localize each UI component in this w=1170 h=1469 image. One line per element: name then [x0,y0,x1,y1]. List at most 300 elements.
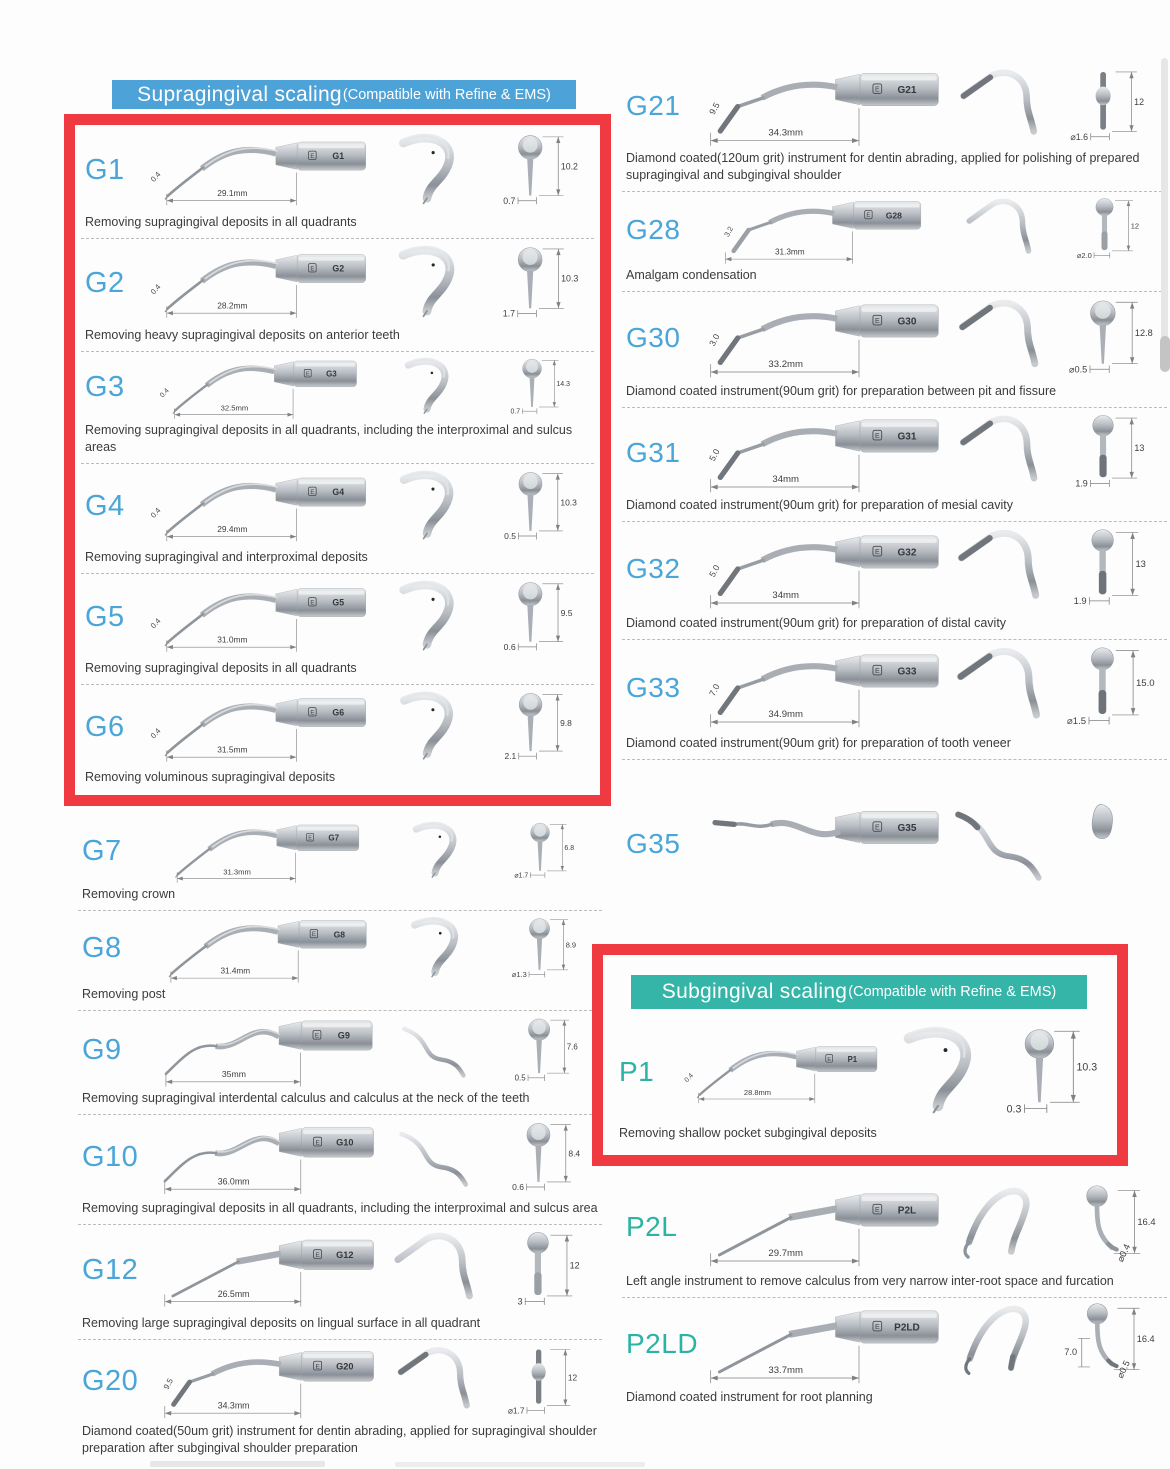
tip-main-illustration [688,1300,941,1387]
tip-front-view [1059,194,1165,265]
handle-logo: E [310,709,315,717]
product-row-g2 [81,239,594,352]
tip-width-dim: 9.5 [161,1376,175,1391]
front-height-dim: 6.8 [564,845,575,853]
tip-side-illustration [941,194,1059,265]
section-title: Subgingival scaling [661,980,848,1003]
length-dim: 29.7mm [768,1247,804,1259]
description: Removing supragingival deposits in all quadrants, including the interproximal and sulcus areas [85,423,573,455]
subgingival-product-list [622,1180,1167,1413]
tip-width-dim: 0.4 [683,1072,696,1085]
handle-stamp: G8 [333,929,346,940]
tip-front-view [494,1227,600,1313]
tip-front-view-illustration [1059,642,1165,733]
description: Diamond coated instrument(90um grit) for preparation of tooth veneer [626,736,1011,751]
cutoff-next-row-preview [150,1461,325,1467]
tip-width-dim: 9.5 [707,100,722,117]
handle-logo: E [308,835,312,842]
tip-photo-side [376,913,494,984]
tip-width-dim: 0.4 [148,169,163,184]
handle-logo: E [874,433,880,441]
handle-stamp: P1 [847,1054,858,1064]
highlight-box-g1-g6 [64,114,611,806]
tip-photo-main [688,642,941,733]
model-label: G8 [82,932,122,965]
handle-logo: E [310,265,315,273]
model-label: G32 [626,552,681,584]
product-row-g12 [78,1225,602,1340]
model-label: G1 [85,154,125,187]
tip-main-illustration [688,64,941,148]
front-width-dim: ⌀1.3 [511,970,527,980]
tip-photo-main [681,1021,879,1123]
front-height-dim: 16.4 [1136,1334,1155,1345]
handle-stamp: G35 [897,822,917,834]
description: Removing heavy supragingival deposits on anterior teeth [85,328,400,343]
handle-logo: E [315,1251,320,1259]
tip-main-illustration [144,1342,376,1421]
length-dim: 33.2mm [768,358,804,370]
tip-front-view [1059,1182,1165,1271]
model-label: G9 [82,1034,122,1067]
handle-stamp: G4 [332,487,345,498]
model-label: G2 [85,266,125,299]
product-row-g10 [78,1115,602,1225]
tip-front-view [486,129,592,212]
handle-logo: E [305,371,310,378]
tip-front-view-illustration [486,466,592,547]
handle-logo: E [315,1363,320,1371]
product-row-g4 [81,464,594,574]
supragingival-section-header [112,80,576,109]
length-dim: 31.0mm [217,634,248,645]
tip-front-view-illustration [997,1021,1103,1123]
description: Diamond coated instrument(90um grit) for preparation between pit and fissure [626,384,1057,399]
scrollbar-thumb[interactable] [1160,336,1170,372]
handle-logo: E [827,1056,831,1063]
tip-main-illustration [144,1013,376,1088]
handle-logo: E [311,932,316,939]
tip-side-illustration [368,354,486,420]
length-dim: 31.5mm [217,744,248,755]
length-dim: 31.4mm [220,966,251,976]
length-dim: 36.0mm [217,1176,250,1187]
highlight-box-subgingival [592,944,1128,1166]
left-column [78,80,602,1464]
supragingival-product-list-right [622,62,1167,930]
product-row-g32 [622,522,1167,640]
model-label: P2LD [626,1327,699,1359]
model-label: G5 [85,600,125,633]
tip-front-view-illustration [494,913,600,984]
tip-side-illustration [376,1013,494,1088]
length-dim: 35mm [221,1069,246,1080]
product-row-g6 [81,685,594,793]
handle-logo: E [874,824,880,832]
model-label: G21 [626,90,681,122]
tip-main-illustration [681,1021,879,1123]
front-height-dim: 12.8 [1134,328,1153,339]
tip-side-illustration [941,1300,1059,1387]
front-width-dim: ⌀1.6 [1070,131,1089,142]
handle-logo: E [310,488,315,496]
tip-front-view-illustration [486,687,592,767]
tip-side-illustration [376,913,494,984]
product-row-g33 [622,640,1167,760]
tip-front-view-illustration [1059,524,1165,613]
front-width-dim: ⌀0.4 [1115,1242,1133,1264]
length-dim: 33.7mm [768,1364,804,1376]
product-row-g20 [78,1340,602,1464]
tip-photo-main [144,913,376,984]
tip-front-view [486,354,592,420]
tip-front-view [1059,410,1165,495]
tip-front-view [486,241,592,325]
front-width-dim: 2.1 [504,751,517,762]
front-extra-dim: 7.0 [1064,1347,1078,1358]
front-height-dim: 7.6 [566,1042,578,1052]
tip-photo-side [941,762,1059,926]
tip-front-view [494,1342,600,1421]
handle-stamp: G9 [337,1030,350,1041]
tip-front-view-illustration [494,1117,600,1198]
product-row-p2ld [622,1298,1167,1413]
front-height-dim: 10.3 [560,497,577,508]
description: Removing supragingival and interproximal deposits [85,550,368,565]
handle-logo: E [874,668,880,676]
product-row-g30 [622,292,1167,408]
tip-width-dim: 3.2 [722,224,736,239]
handle-stamp: G5 [332,597,345,608]
tip-main-illustration [688,1182,941,1271]
front-width-dim: 0.3 [1006,1103,1022,1116]
handle-logo: E [315,1139,320,1147]
tip-main-illustration [147,354,368,420]
handle-stamp: G2 [332,263,345,274]
front-width-dim: 3 [517,1296,523,1307]
tip-photo-main [147,687,368,767]
tip-side-illustration [941,642,1059,733]
product-row-g9 [78,1011,602,1115]
tip-front-view-illustration [494,1342,600,1421]
tip-front-view [1059,64,1165,148]
product-row-g21 [622,62,1167,192]
product-row-p1 [615,1019,1105,1149]
tip-main-illustration [688,642,941,733]
handle-logo: E [874,86,880,94]
front-width-dim: ⌀0.5 [1068,364,1088,375]
model-label: G20 [82,1365,139,1398]
tip-side-illustration [368,241,486,325]
tip-side-illustration [941,410,1059,495]
handle-logo: E [874,549,880,557]
tip-photo-main [144,1013,376,1088]
description: Removing supragingival deposits in all quadrants [85,215,357,230]
description: Removing supragingival deposits in all quadrants, including the interproximal and sulcus area [82,1201,598,1216]
tip-side-illustration [368,576,486,658]
tip-width-dim: 0.4 [148,505,163,520]
tip-side-illustration [376,818,494,884]
description: Removing shallow pocket subgingival deposits [619,1126,877,1141]
length-dim: 31.3mm [774,247,805,257]
tip-front-view-illustration [1059,194,1165,265]
tip-width-dim: 0.4 [148,726,163,741]
subgingival-first-item [615,1019,1105,1149]
length-dim: 31.3mm [223,867,251,877]
tip-front-view [494,818,600,884]
tip-photo-side [368,354,486,420]
front-height-dim: 10.3 [561,273,579,284]
tip-main-illustration [147,241,368,325]
description: Removing supragingival interdental calculus and calculus at the neck of the teeth [82,1091,530,1106]
tip-photo-side [376,1227,494,1313]
length-dim: 34mm [772,473,800,485]
handle-stamp: G10 [336,1137,354,1148]
tip-photo-main [688,762,941,926]
tip-front-view [1059,294,1165,381]
tip-photo-main [147,576,368,658]
scrollbar-track [1161,58,1168,368]
tip-width-dim: 7.0 [707,682,722,698]
tip-photo-main [144,1227,376,1313]
handle-stamp: G33 [897,666,917,678]
front-height-dim: 16.4 [1137,1217,1156,1228]
tip-photo-main [144,818,376,884]
front-width-dim: ⌀1.5 [1067,716,1087,728]
handle-stamp: G7 [328,833,340,843]
handle-logo: E [866,213,871,220]
tip-photo-side [941,642,1059,733]
tip-photo-main [147,466,368,547]
front-width-dim: ⌀1.7 [514,872,529,880]
product-row-g31 [622,408,1167,522]
tip-side-illustration [941,524,1059,613]
tip-front-view [494,1013,600,1088]
tip-width-dim: 5.0 [707,563,722,579]
handle-stamp: G31 [897,431,917,443]
description: Diamond coated(50um grit) instrument for dentin abrading, applied for supragingival shoulder preparation after subgingival shoulder preparation [82,1424,597,1456]
tip-width-dim: 0.4 [148,616,163,631]
front-height-dim: 8.4 [568,1148,581,1159]
length-dim: 34.9mm [768,708,804,720]
tip-side-illustration [368,687,486,767]
description: Diamond coated instrument for root planning [626,1390,873,1405]
tip-main-illustration [144,913,376,984]
tip-front-view-illustration [494,818,600,884]
front-width-dim: 0.6 [503,641,516,652]
front-width-dim: 0.5 [504,531,516,542]
tip-photo-side [368,687,486,767]
length-dim: 34.3mm [768,127,804,139]
front-height-dim: 13 [1134,443,1145,454]
model-label: G33 [626,671,681,703]
model-label: G4 [85,490,125,523]
tip-photo-side [376,818,494,884]
tip-main-illustration [144,818,376,884]
tip-photo-side [368,129,486,212]
tip-front-view [486,687,592,767]
tip-photo-main [147,241,368,325]
tip-side-illustration [941,762,1059,926]
product-row-p2l [622,1180,1167,1298]
section-title: Supragingival scaling [137,82,342,106]
model-label: P2L [626,1210,678,1242]
tip-photo-side [376,1013,494,1088]
tip-photo-side [879,1021,997,1123]
tip-photo-side [941,1300,1059,1387]
tip-side-illustration [941,294,1059,381]
front-width-dim: 0.7 [503,195,516,206]
tip-main-illustration [147,687,368,767]
cutoff-next-row-preview [395,1462,645,1467]
model-label: G35 [626,828,681,859]
tip-side-illustration [941,1182,1059,1271]
tip-photo-main [147,129,368,212]
tip-side-illustration [376,1117,494,1198]
product-row-g35 [622,760,1167,930]
handle-logo: E [310,152,315,160]
tip-photo-main [688,1300,941,1387]
handle-stamp: G30 [897,316,917,328]
tip-photo-side [941,524,1059,613]
model-label: P1 [619,1056,655,1088]
tip-front-view-illustration [1059,410,1165,495]
length-dim: 32.5mm [220,403,249,413]
front-height-dim: 15.0 [1135,678,1155,690]
handle-logo: E [314,1032,320,1040]
handle-logo: E [874,318,880,326]
front-width-dim: ⌀1.7 [507,1405,525,1416]
tip-photo-side [376,1117,494,1198]
tip-main-illustration [688,762,941,926]
front-width-dim: 0.7 [510,408,521,416]
tip-main-illustration [144,1117,376,1198]
tip-main-illustration [147,129,368,212]
tip-main-illustration [688,524,941,613]
handle-stamp: G12 [336,1250,354,1261]
tip-front-view [494,1117,600,1198]
handle-stamp: G32 [897,547,917,559]
handle-stamp: G6 [332,707,345,718]
product-row-g1 [81,127,594,239]
tip-photo-side [368,241,486,325]
description: Removing post [82,987,166,1002]
description: Amalgam condensation [626,268,757,283]
description: Diamond coated(120um grit) instrument for dentin abrading, applied for polishing of prepared supragingival and subgingival shoulder [626,151,1140,183]
description: Removing crown [82,887,176,902]
tip-front-view-illustration [486,129,592,212]
tip-front-view-illustration [1059,762,1165,926]
front-width-dim: 0.5 [514,1073,526,1083]
tip-photo-side [941,410,1059,495]
front-height-dim: 12 [1134,96,1145,107]
model-label: G7 [82,834,122,867]
front-width-dim: ⌀0.5 [1114,1358,1132,1380]
front-height-dim: 9.5 [560,607,573,618]
description: Removing large supragingival deposits on lingual surface in all quadrant [82,1316,481,1331]
product-row-g28 [622,192,1167,292]
handle-stamp: P2L [897,1205,917,1217]
section-subtitle: (Compatible with Refine & EMS) [342,86,551,103]
tip-photo-main [144,1117,376,1198]
front-width-dim: ⌀2.0 [1076,251,1092,261]
front-width-dim: 0.6 [512,1182,524,1193]
section-subtitle: (Compatible with Refine & EMS) [848,984,1057,1000]
description: Diamond coated instrument(90um grit) for preparation of distal cavity [626,616,1007,631]
tip-photo-main [688,524,941,613]
description: Removing voluminous supragingival deposits [85,770,336,785]
tip-side-illustration [879,1021,997,1123]
tip-photo-side [941,1182,1059,1271]
tip-photo-side [368,576,486,658]
tip-front-view [1059,1300,1165,1387]
front-height-dim: 10.3 [1076,1061,1098,1074]
model-label: G31 [626,436,681,468]
handle-logo: E [874,1324,880,1332]
product-row-g8 [78,911,602,1011]
tip-photo-main [688,1182,941,1271]
length-dim: 29.4mm [217,524,248,535]
tip-photo-main [147,354,368,420]
tip-side-illustration [941,64,1059,148]
tip-side-illustration [376,1227,494,1313]
tip-main-illustration [688,410,941,495]
tip-front-view [486,576,592,658]
front-height-dim: 12 [567,1372,578,1383]
front-height-dim: 9.8 [560,717,572,728]
front-height-dim: 8.9 [565,940,577,950]
tip-main-illustration [147,466,368,547]
length-dim: 26.5mm [217,1288,250,1299]
tip-photo-main [688,410,941,495]
tip-front-view [1059,642,1165,733]
tip-front-view-illustration [1059,1300,1165,1387]
tip-width-dim: 0.4 [159,387,171,400]
front-height-dim: 12 [1130,221,1140,231]
handle-logo: E [310,599,315,607]
description: Left angle instrument to remove calculus from very narrow inter-root space and furcation [626,1274,1114,1289]
subgingival-section-header [631,975,1087,1009]
tip-front-view-illustration [1059,64,1165,148]
tip-front-view [1059,762,1165,926]
handle-stamp: G1 [332,151,345,162]
handle-stamp: P2LD [894,1322,920,1334]
tip-photo-main [688,294,941,381]
tip-width-dim: 0.4 [148,282,163,297]
tip-main-illustration [688,294,941,381]
tip-main-illustration [688,194,941,265]
tip-photo-side [941,64,1059,148]
handle-stamp: G21 [897,85,917,97]
tip-side-illustration [368,466,486,547]
tip-photo-side [368,466,486,547]
tip-front-view-illustration [1059,294,1165,381]
tip-front-view-illustration [486,241,592,325]
handle-stamp: G28 [885,210,902,221]
front-width-dim: 1.9 [1075,478,1088,489]
product-row-g5 [81,574,594,685]
tip-front-view-illustration [494,1227,600,1313]
handle-stamp: G20 [336,1361,354,1372]
length-dim: 29.1mm [217,188,248,199]
model-label: G3 [85,370,125,403]
tip-width-dim: 5.0 [707,447,722,463]
model-label: G28 [626,213,681,245]
front-width-dim: 1.7 [502,308,516,319]
tip-front-view-illustration [1059,1182,1165,1271]
length-dim: 28.2mm [217,300,248,311]
right-column [619,62,1167,1413]
